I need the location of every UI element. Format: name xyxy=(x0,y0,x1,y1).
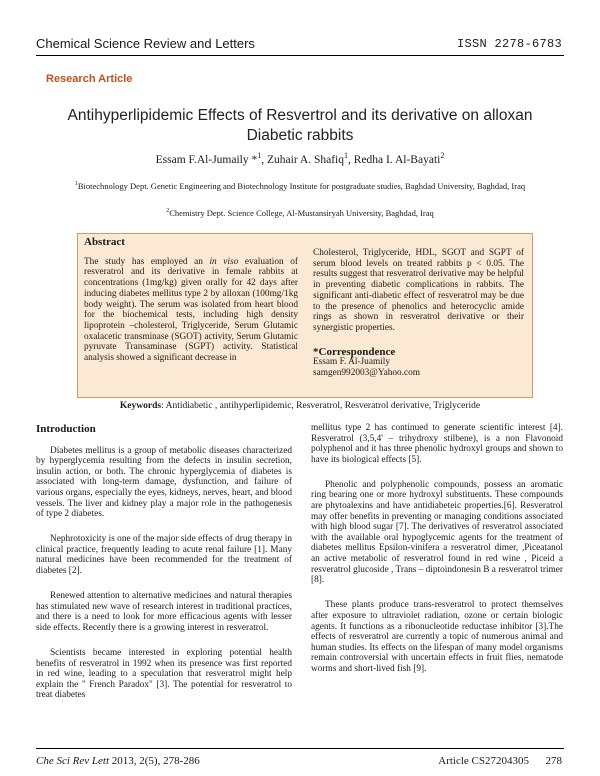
keywords-label: Keywords xyxy=(119,401,162,411)
footer-citation xyxy=(36,755,200,767)
abstract-italic-term: in viso xyxy=(209,256,239,267)
abstract-text-left: The study has employed an in viso evaluation of resveratrol and its derivative in female rabbits at concentrations (1mg/kg) given orally for 42 days after inducing diabetes mellitus type 2 by alloxan (100mg/1kg body weight). The serum was isolated from heart blood for the biochemical tests, including high density lipoprotein –cholesterol, Triglyceride, Serum Glutamic oxalacetic transminase (SGOT) activity, Serum Glutamic pyruvate Transaminase (SGPT) activity. Statistical analysis showed a significant decrease in xyxy=(84,256,298,364)
footer-divider xyxy=(36,748,564,749)
correspondence-name: Essam F. Al-Juamily xyxy=(313,357,390,368)
author-list xyxy=(50,151,550,166)
correspondence-email[interactable]: samgen992003@Yahoo.com xyxy=(313,368,421,379)
body-right-column xyxy=(311,423,563,689)
article-type-label: Research Article xyxy=(46,73,133,85)
footer-article-id: Article CS27204305 xyxy=(438,755,529,767)
keywords-text: : Antidiabetic , antihyperlipidemic, Resveratrol, Resveratrol derivative, Triglyceride xyxy=(161,401,481,411)
body-paragraph: Nephrotoxicity is one of the major side effects of drug therapy in clinical practice, frequently leading to acute renal failure [1]. Many natural medicines have been recommended for the treatment of diabetes [2]. xyxy=(36,534,292,577)
author-separator: , xyxy=(348,154,354,166)
paper-title: Antihyperlipidemic Effects of Resvertrol and its derivative on alloxan Diabetic rabbits xyxy=(67,107,533,144)
issn-label: ISSN 2278-6783 xyxy=(456,37,562,51)
affiliation-2-mark: 2 xyxy=(166,208,170,215)
footer-spacer xyxy=(529,755,546,767)
introduction-heading: Introduction xyxy=(36,423,96,435)
body-paragraph: mellitus type 2 has continued to generate scientific interest [4]. Resveratrol (3,5,4' – trihydroxy stilbene), is a non Flavonoid polyphenol and it has three phenolic hydroxyl groups and shown to have its biological effects [5]. xyxy=(311,423,563,465)
correspondence-heading: *Correspondence xyxy=(313,345,396,358)
abstract-right-column xyxy=(313,248,524,379)
footer-article-info xyxy=(438,755,562,767)
affiliation-1-mark: 1 xyxy=(74,181,78,188)
affiliation-2 xyxy=(60,208,540,219)
author-1: Essam F.Al-Jumaily * xyxy=(155,154,258,166)
affiliation-1-text: Biotechnology Dept. Genetic Engineering and Biotechnology Institute for postgraduate studies, Baghdad University, Baghdad, Iraq xyxy=(77,181,526,191)
footer-journal-abbrev: Che Sci Rev Lett xyxy=(36,755,110,767)
body-paragraph: Scientists became interested in exploring potential health benefits of resveratrol in 1992 when its presence was first reported in red wine, leading to a speculation that resveratrol might help explain the " French Paradox" [3]. The potential for resveratrol to treat diabetes xyxy=(36,648,292,701)
keywords-line xyxy=(50,401,550,411)
footer-volume: 2013, 2(5), 278-286 xyxy=(109,755,200,767)
body-paragraph: Phenolic and polyphenolic compounds, possess an aromatic ring bearing one or more hydroxyl substituents. These compounds are phytoalexins and have antidiabeteic properties.[6]. Resveratrol may offer benefits in preventing or managing conditions associated with high blood sugar [7]. The derivatives of resveratrol associated with the available oral hypoglycemic agents for the treatment of diabetes mellitus Epsilon-vinifera a resveratrol dimer, ,Piceatanol an active metabolic of resveratrol found in red wine , Piceid a resveratrol glucoside , Trans – diptoindonesin B a resveratrol trimer [8]. xyxy=(311,479,563,586)
author-3-affil: 2 xyxy=(440,151,445,161)
author-3: Redha I. Al-Bayati xyxy=(353,154,441,166)
body-paragraph: These plants produce trans-resveratrol to protect themselves after exposure to ultraviolet radiation, ozone or certain biologic agents. It functions as a ribonucleotide reductase inhibitor [3].The effects of resveratrol are currently a topic of numerous animal and human studies. Its effects on the lifespan of many model organisms remain controversial with uncertain effects in fruit flies, nematode worms and short-lived fish [9]. xyxy=(311,600,563,674)
author-separator: , xyxy=(261,154,268,166)
body-left-column xyxy=(36,424,292,715)
affiliation-2-text: Chemistry Dept. Science College, Al-Mustansiryah University, Baghdad, Iraq xyxy=(169,208,434,218)
abstract-left-column xyxy=(84,237,298,364)
body-paragraph: Renewed attention to alternative medicines and natural therapies has stimulated new wave of research interest in traditional practices, and there is a need to look for more efficacious agents with lesser side effects. Recently there is a growing interest in resveratrol. xyxy=(36,591,292,633)
author-1-affil: 1 xyxy=(257,151,262,161)
affiliation-1 xyxy=(60,181,540,192)
journal-name: Chemical Science Review and Letters xyxy=(36,36,255,51)
abstract-heading: Abstract xyxy=(84,236,125,248)
page-number: 278 xyxy=(545,755,562,767)
body-paragraph: Diabetes mellitus is a group of metabolic diseases characterized by hyperglycemia resulting from the defects in insulin secretion, insulin action, or both. The chronic hyperglycemia of diabetes is associated with long-term damage, dysfunction, and failure of various organs, especially the eyes, kidneys, nerves, heart, and blood vessels. The liver and kidney play a major role in the pathogenesis of type 2 diabetes. xyxy=(36,445,292,520)
abstract-text-right: Cholesterol, Triglyceride, HDL, SGOT and SGPT of serum blood levels on treated rabbits p < 0.05. The results suggest that resveratrol derivative may be helpful in preventing diabetic complications in rabbits. The significant anti-diabetic effect of resveratrol may be due to the presence of phenolics and heterocyclic amide rings as shown in resveratrol derivative or their synergistic properties. xyxy=(313,248,524,333)
header-divider xyxy=(36,55,564,56)
author-2-affil: 1 xyxy=(344,151,349,161)
author-2: Zuhair A. Shafiq xyxy=(267,154,344,166)
